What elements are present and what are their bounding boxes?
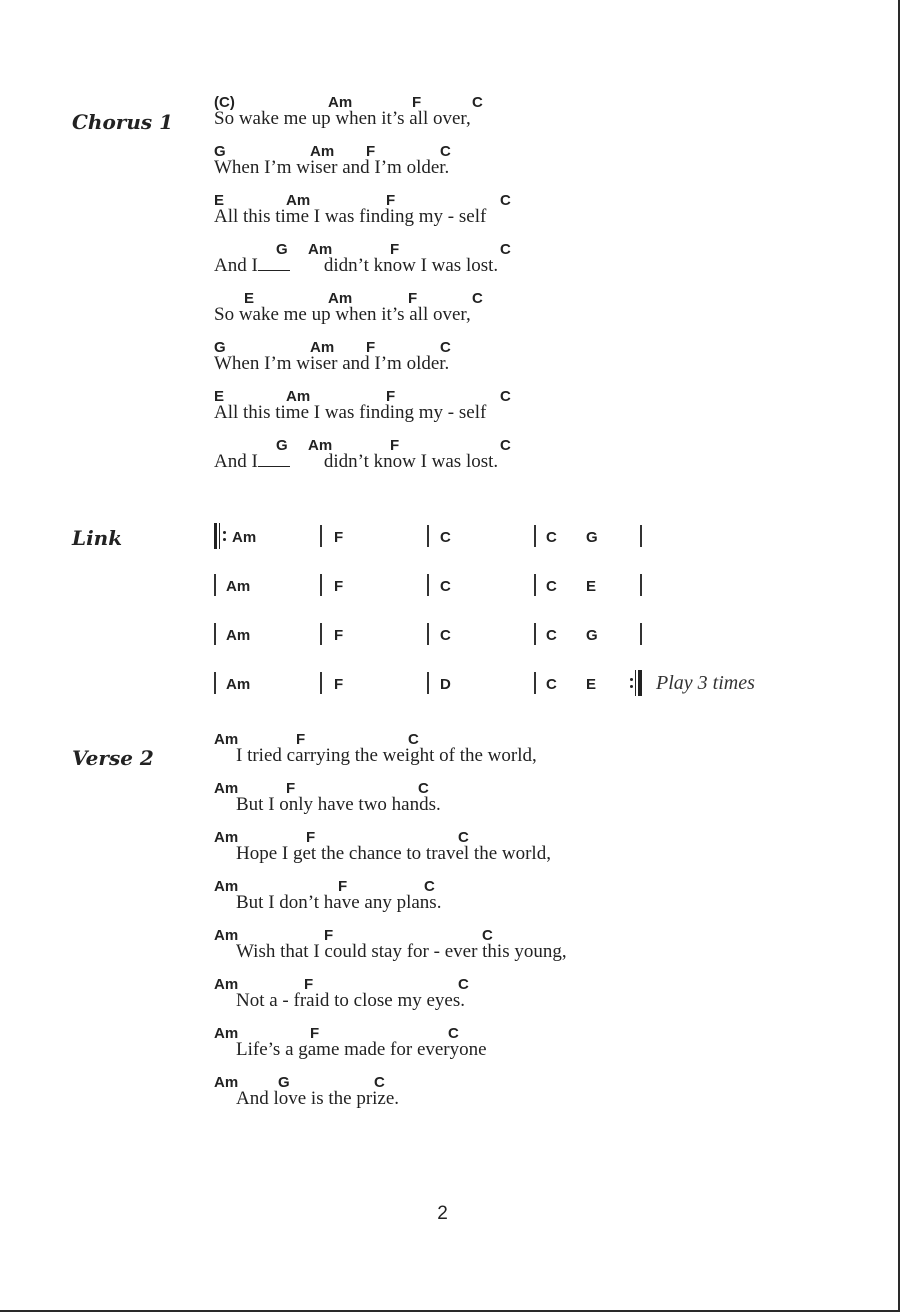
chord: F	[412, 94, 422, 111]
barline	[320, 574, 322, 596]
chord: F	[338, 878, 348, 895]
chord: C	[546, 676, 557, 693]
lyric	[214, 451, 498, 473]
chord: E	[244, 290, 255, 307]
chord: G	[276, 437, 288, 454]
chord: G	[276, 241, 288, 258]
barline	[214, 574, 216, 596]
chord: Am	[286, 192, 311, 209]
verse-line-3	[214, 827, 814, 875]
chord: Am	[308, 241, 333, 258]
barline	[427, 672, 429, 694]
chord: E	[214, 192, 225, 209]
chord: Am	[214, 1074, 239, 1091]
chord: D	[440, 676, 451, 693]
barline	[320, 525, 322, 547]
chord: E	[214, 388, 225, 405]
chord: Am	[232, 529, 257, 546]
chord: F	[390, 241, 400, 258]
chord: C	[418, 780, 429, 797]
chorus-line-7	[214, 386, 814, 434]
chord: Am	[328, 290, 353, 307]
chord: C	[408, 731, 419, 748]
chord: C	[458, 829, 469, 846]
barline	[534, 623, 536, 645]
chorus-line-3	[214, 190, 814, 238]
chord: C	[448, 1025, 459, 1042]
chord: F	[306, 829, 316, 846]
chord: F	[334, 529, 344, 546]
chord: F	[296, 731, 306, 748]
barline	[320, 623, 322, 645]
lyric-part: And I	[214, 255, 258, 276]
chord: F	[334, 676, 344, 693]
link-bar-row-3	[214, 621, 814, 651]
chord: F	[386, 192, 396, 209]
lyric-part: didn’t know I was lost.	[323, 255, 499, 276]
chord: Am	[214, 976, 239, 993]
lyric: Not a - fraid to close my eyes.	[236, 990, 465, 1011]
lyric: When I’m wiser and I’m older.	[214, 157, 450, 178]
link-label: Link	[72, 526, 123, 550]
barline	[534, 525, 536, 547]
lyric: I tried carrying the weight of the world,	[236, 745, 537, 766]
chord: C	[458, 976, 469, 993]
chord: F	[304, 976, 314, 993]
verse-line-4	[214, 876, 814, 924]
chord: C	[472, 290, 483, 307]
chord: G	[214, 143, 226, 160]
barline	[534, 574, 536, 596]
verse-line-5	[214, 925, 814, 973]
chord: E	[586, 676, 597, 693]
barline	[427, 623, 429, 645]
lyric: Hope I get the chance to travel the world,	[236, 843, 551, 864]
chord: C	[546, 578, 557, 595]
held-note-line	[258, 452, 290, 467]
lyric: When I’m wiser and I’m older.	[214, 353, 450, 374]
chord: Am	[214, 731, 239, 748]
chord: C	[424, 878, 435, 895]
chorus-line-5	[214, 288, 814, 336]
lyric: And love is the prize.	[236, 1088, 400, 1109]
held-note-line	[258, 256, 290, 271]
link-bar-row-2	[214, 572, 814, 602]
chord: G	[278, 1074, 290, 1091]
lyric: Wish that I could stay for - ever this young,	[236, 941, 567, 962]
verse-2-label: Verse 2	[72, 746, 154, 770]
chord: C	[500, 241, 511, 258]
chord: G	[586, 627, 598, 644]
barline	[534, 672, 536, 694]
chord: Am	[310, 143, 335, 160]
chord: C	[500, 437, 511, 454]
link-bar-row-1	[214, 523, 814, 553]
lyric: Life’s a game made for everyone	[236, 1039, 487, 1060]
chord: Am	[310, 339, 335, 356]
chord: C	[440, 578, 451, 595]
verse-line-1	[214, 729, 814, 777]
chord: F	[366, 339, 376, 356]
chord: Am	[214, 1025, 239, 1042]
chord: C	[440, 339, 451, 356]
barline	[427, 525, 429, 547]
verse-line-8	[214, 1072, 814, 1120]
chord: F	[390, 437, 400, 454]
chorus-line-2	[214, 141, 814, 189]
chord: Am	[214, 927, 239, 944]
chord: F	[386, 388, 396, 405]
barline	[320, 672, 322, 694]
barline	[214, 623, 216, 645]
chord: F	[310, 1025, 320, 1042]
page-number: 2	[437, 1203, 448, 1224]
link-bar-row-4	[214, 670, 814, 700]
chord: Am	[328, 94, 353, 111]
chord: Am	[214, 878, 239, 895]
barline	[640, 525, 642, 547]
barline	[427, 574, 429, 596]
verse-line-6	[214, 974, 814, 1022]
lyric-part: didn’t know I was lost.	[323, 451, 499, 472]
lyric: All this time I was finding my - self	[214, 402, 487, 423]
barline	[640, 574, 642, 596]
lyric: So wake me up when it’s all over,	[214, 108, 471, 129]
chord: F	[324, 927, 334, 944]
chorus-1-label: Chorus 1	[72, 110, 174, 134]
verse-line-7	[214, 1023, 814, 1071]
verse-line-2	[214, 778, 814, 826]
chord: Am	[214, 780, 239, 797]
chord: C	[546, 529, 557, 546]
repeat-start-sign	[214, 523, 228, 549]
repeat-instruction: Play 3 times	[656, 672, 755, 694]
lyric	[214, 255, 498, 277]
lyric: All this time I was finding my - self	[214, 206, 487, 227]
chord: (C)	[214, 94, 235, 111]
chord: Am	[226, 578, 251, 595]
chord: G	[586, 529, 598, 546]
chord: C	[440, 627, 451, 644]
lyric: So wake me up when it’s all over,	[214, 304, 471, 325]
chord: C	[440, 143, 451, 160]
chord: F	[334, 578, 344, 595]
chord: E	[586, 578, 597, 595]
chord: F	[366, 143, 376, 160]
chorus-line-6	[214, 337, 814, 385]
chord: C	[500, 388, 511, 405]
chorus-line-4	[214, 239, 814, 287]
chord: Am	[308, 437, 333, 454]
chord: C	[440, 529, 451, 546]
lyric: But I don’t have any plans.	[236, 892, 442, 913]
chord: G	[214, 339, 226, 356]
chord: C	[482, 927, 493, 944]
lyric: But I only have two hands.	[236, 794, 441, 815]
chord: F	[408, 290, 418, 307]
chord: Am	[214, 829, 239, 846]
chord: Am	[226, 676, 251, 693]
repeat-end-sign	[630, 670, 644, 696]
chord: Am	[286, 388, 311, 405]
chord: C	[546, 627, 557, 644]
lyric-part: And I	[214, 451, 258, 472]
chord: C	[374, 1074, 385, 1091]
chord: C	[500, 192, 511, 209]
barline	[640, 623, 642, 645]
chord: F	[334, 627, 344, 644]
barline	[214, 672, 216, 694]
chord: C	[472, 94, 483, 111]
chord: F	[286, 780, 296, 797]
chord: Am	[226, 627, 251, 644]
chorus-line-8	[214, 435, 814, 483]
chorus-line-1	[214, 92, 814, 140]
